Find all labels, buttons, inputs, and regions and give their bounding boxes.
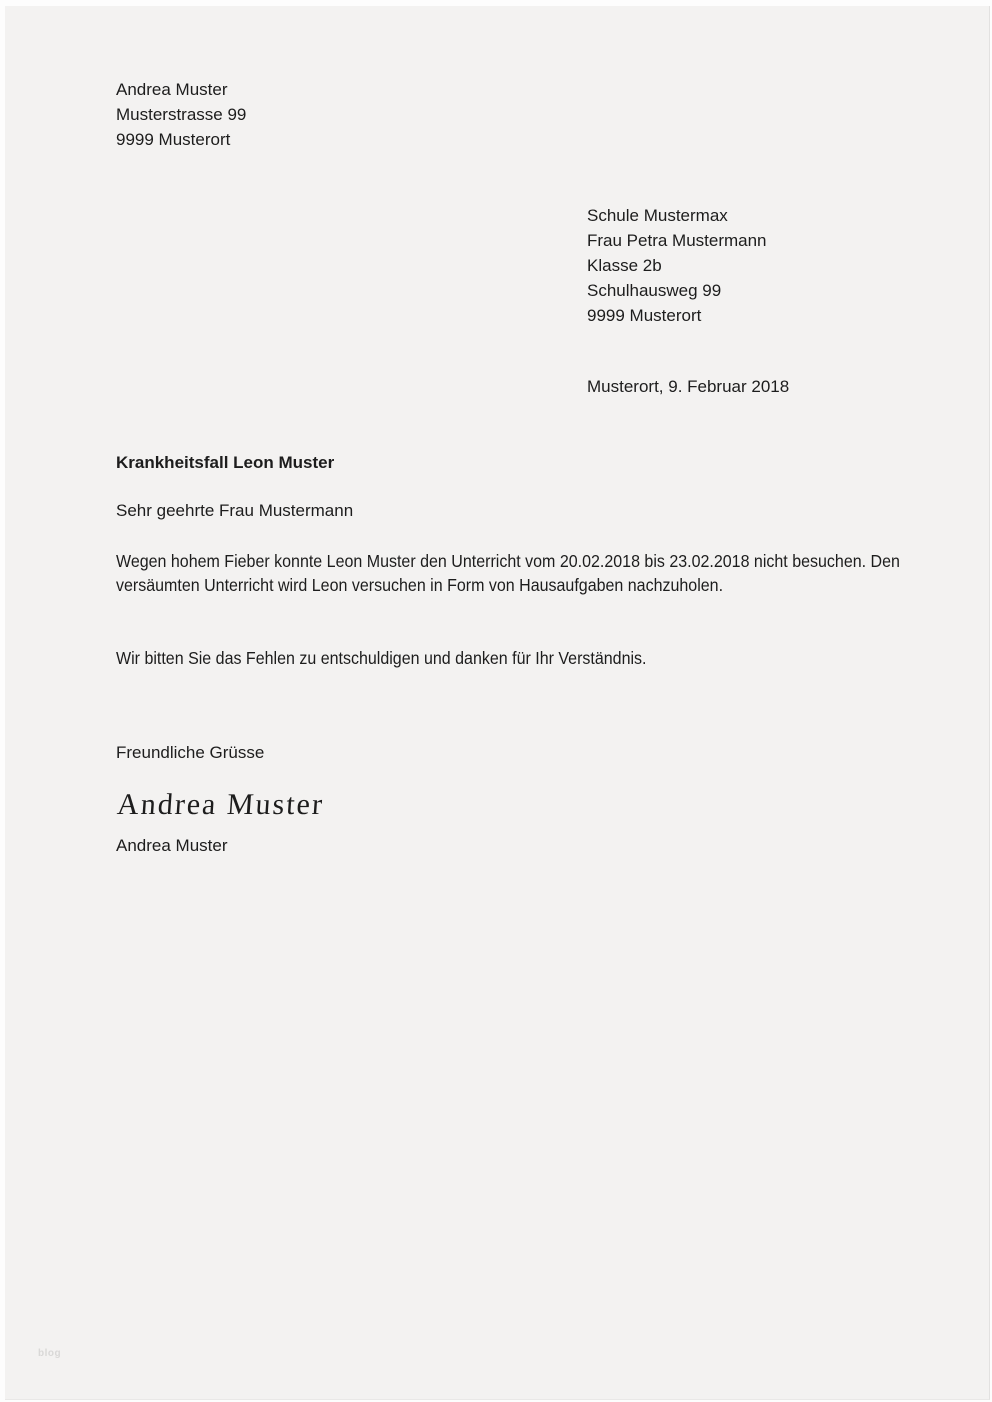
handwritten-signature: Andrea Muster	[116, 788, 326, 821]
recipient-city: 9999 Musterort	[587, 306, 702, 325]
body-paragraph-2: Wir bitten Sie das Fehlen zu entschuldigen und danken für Ihr Verständnis.	[116, 648, 647, 668]
recipient-street: Schulhausweg 99	[587, 281, 722, 300]
typed-signature-name: Andrea Muster	[116, 836, 228, 855]
sender-city: 9999 Musterort	[116, 130, 231, 149]
subject-line: Krankheitsfall Leon Muster	[116, 453, 335, 472]
recipient-person: Frau Petra Mustermann	[587, 231, 767, 250]
salutation: Sehr geehrte Frau Mustermann	[116, 501, 354, 520]
recipient-organization: Schule Mustermax	[587, 206, 728, 225]
sender-name: Andrea Muster	[116, 80, 228, 99]
letter-page	[5, 6, 990, 1400]
sender-address-block	[116, 77, 246, 152]
recipient-address-block	[587, 203, 767, 328]
body-paragraph-1: Wegen hohem Fieber konnte Leon Muster den Unterricht vom 20.02.2018 bis 23.02.2018 nicht besuchen. Den versäumten Unterricht wird Leon versuchen in Form von Hausaufgaben nachzuholen.	[116, 551, 900, 595]
recipient-class: Klasse 2b	[587, 256, 662, 275]
sender-street: Musterstrasse 99	[116, 105, 247, 124]
date-line: Musterort, 9. Februar 2018	[587, 377, 790, 396]
closing-formula: Freundliche Grüsse	[116, 743, 265, 762]
watermark-text: blog	[38, 1348, 62, 1359]
